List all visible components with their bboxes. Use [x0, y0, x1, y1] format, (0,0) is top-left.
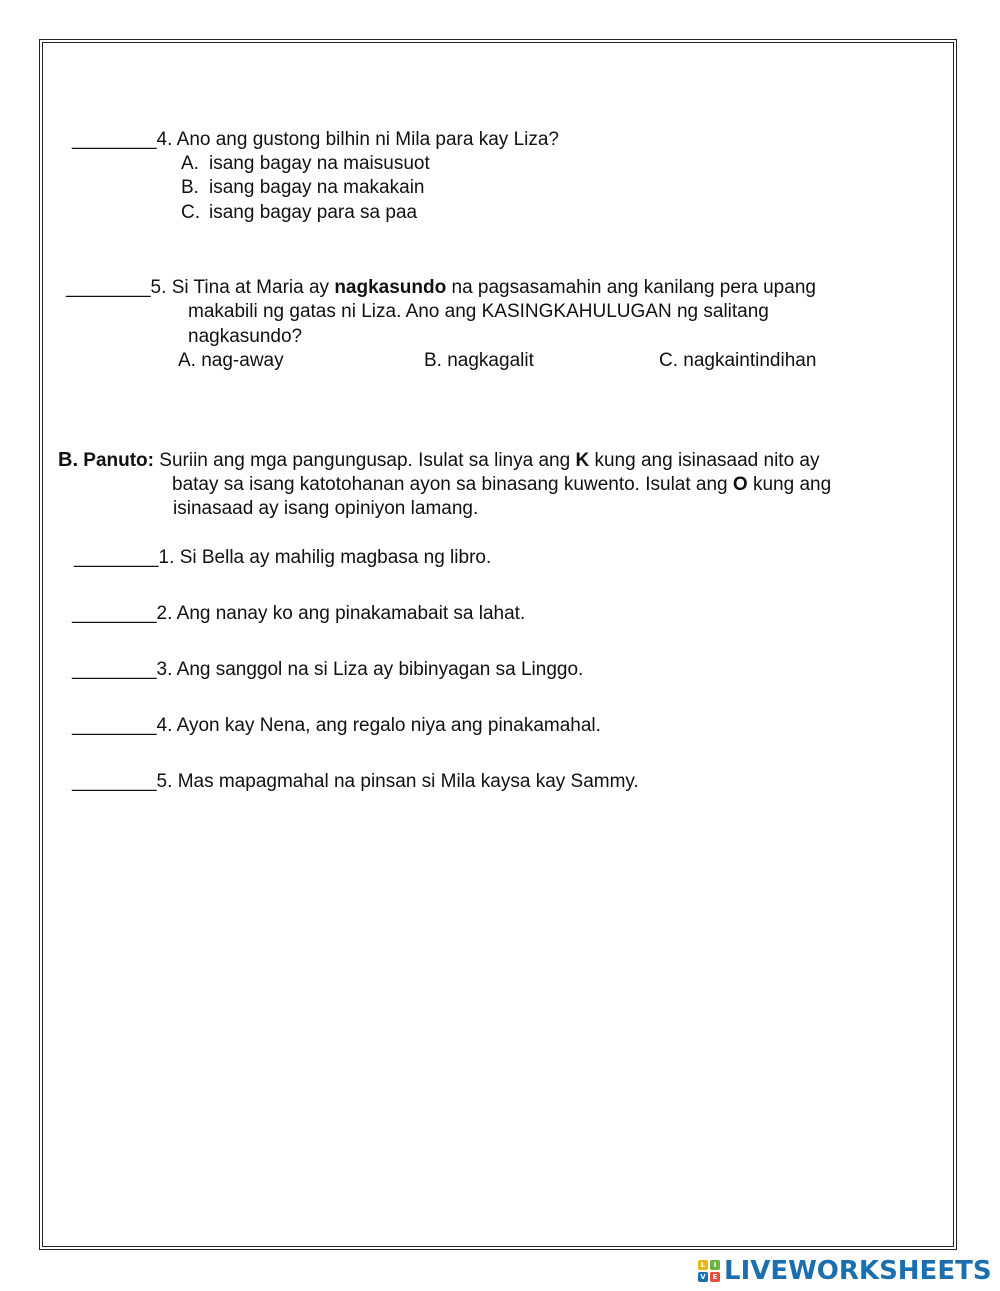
instructions-text: batay sa isang katotohanan ayon sa binasang kuwento. Isulat ang: [172, 474, 728, 495]
question-a4: [72, 128, 559, 152]
item-b4: [72, 714, 601, 738]
answer-blank-b1[interactable]: ________: [74, 547, 159, 568]
question-a5-line2: makabili ng gatas ni Liza. Ano ang KASINGKAHULUGAN ng salitang: [188, 301, 769, 322]
liveworksheets-logo[interactable]: [698, 1257, 992, 1285]
item-number: 5.: [156, 771, 173, 792]
item-number: 1.: [158, 547, 175, 568]
option-letter: B.: [181, 177, 199, 198]
item-b1: [74, 546, 491, 570]
logo-mark-cell: I: [710, 1260, 720, 1270]
item-b5: [72, 770, 639, 794]
option-a4-b: [181, 176, 424, 200]
section-label: B.: [58, 449, 78, 471]
question-a5-line3: nagkasundo?: [188, 326, 303, 347]
instructions-text: kung ang: [752, 474, 832, 495]
answer-blank-b4[interactable]: ________: [72, 715, 157, 736]
item-text: Ang nanay ko ang pinakamabait sa lahat.: [176, 603, 526, 624]
option-a5-b: B. nagkagalit: [424, 350, 534, 371]
answer-blank-b3[interactable]: ________: [72, 659, 157, 680]
option-letter: C.: [181, 202, 200, 223]
item-text: Mas mapagmahal na pinsan si Mila kaysa kay Sammy.: [177, 771, 639, 792]
instructions-text: Suriin ang mga pangungusap. Isulat sa linya ang: [159, 450, 571, 471]
option-text: isang bagay na makakain: [209, 177, 425, 198]
question-a5: [66, 276, 816, 300]
item-number: 2.: [156, 603, 173, 624]
question-number: 4.: [156, 129, 173, 150]
option-text: isang bagay na maisusuot: [209, 153, 430, 174]
item-text: Ang sanggol na si Liza ay bibinyagan sa Linggo.: [176, 659, 584, 680]
liveworksheets-logo-icon: [698, 1260, 720, 1282]
logo-text: LIVEWORKSHEETS: [724, 1256, 992, 1286]
answer-code-k: K: [575, 450, 590, 471]
answer-blank-a4[interactable]: ________: [72, 129, 157, 150]
instructions-label: Panuto:: [83, 450, 154, 471]
item-number: 4.: [156, 715, 173, 736]
question-text-post: na pagsasamahin ang kanilang pera upang: [451, 277, 816, 298]
logo-mark-cell: V: [698, 1272, 708, 1282]
logo-mark-cell: L: [698, 1260, 708, 1270]
question-text-pre: Si Tina at Maria ay: [171, 277, 330, 298]
logo-mark-cell: E: [710, 1272, 720, 1282]
answer-blank-a5[interactable]: ________: [66, 277, 151, 298]
question-keyword: nagkasundo: [334, 277, 447, 298]
item-text: Si Bella ay mahilig magbasa ng libro.: [179, 547, 492, 568]
answer-blank-b5[interactable]: ________: [72, 771, 157, 792]
answer-code-o: O: [732, 474, 748, 495]
option-text: isang bagay para sa paa: [209, 202, 418, 223]
option-a5-a: A. nag-away: [178, 350, 284, 371]
question-text: Ano ang gustong bilhin ni Mila para kay Liza?: [176, 129, 559, 150]
item-b2: [72, 602, 525, 626]
item-number: 3.: [156, 659, 173, 680]
item-text: Ayon kay Nena, ang regalo niya ang pinakamahal.: [176, 715, 601, 736]
option-a4-c: [181, 201, 417, 225]
instructions-b-line2: [172, 473, 831, 497]
answer-blank-b2[interactable]: ________: [72, 603, 157, 624]
item-b3: [72, 658, 583, 682]
option-a4-a: [181, 152, 430, 176]
instructions-text: kung ang isinasaad nito ay: [594, 450, 820, 471]
instructions-b-line1: [58, 448, 819, 473]
option-a5-c: C. nagkaintindihan: [659, 350, 817, 371]
option-letter: A.: [181, 153, 199, 174]
instructions-b-line3: isinasaad ay isang opiniyon lamang.: [173, 498, 479, 519]
page-border-inner: [42, 42, 954, 1247]
question-number: 5.: [150, 277, 167, 298]
